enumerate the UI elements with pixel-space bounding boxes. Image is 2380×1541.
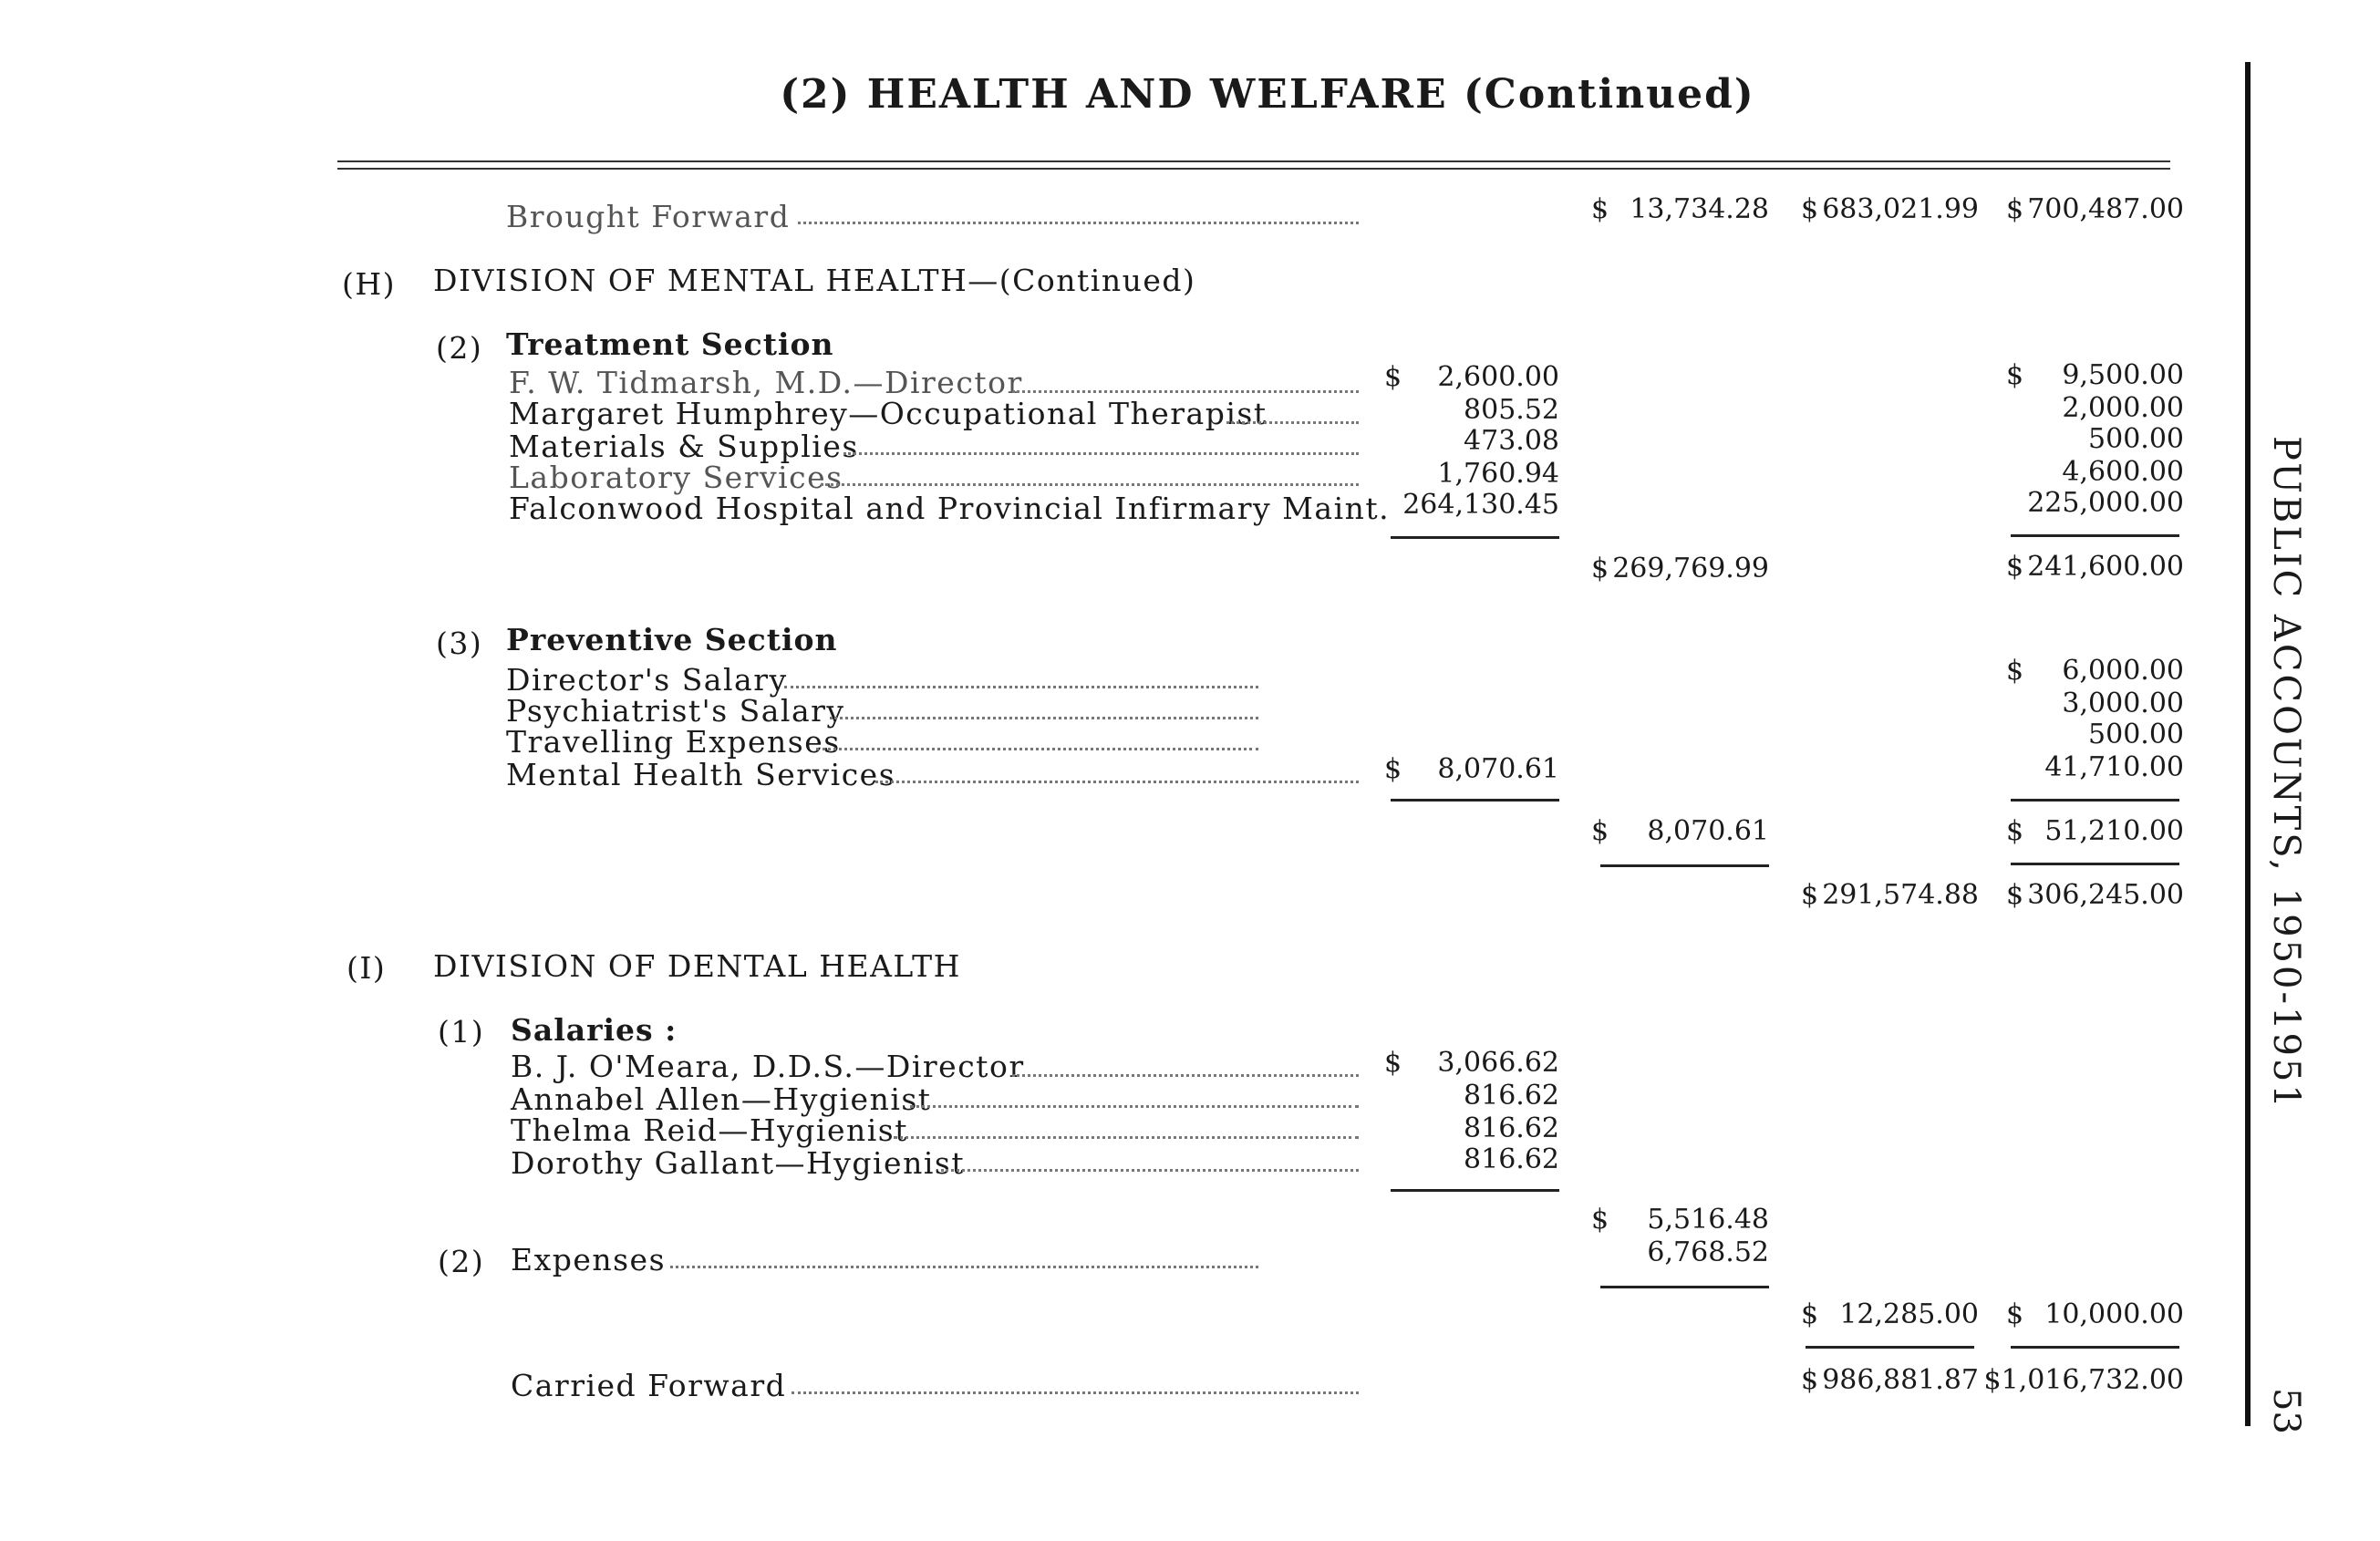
treatment-row-label: Materials & Supplies <box>509 429 859 464</box>
division-h-est-dollar: $ <box>2006 879 2024 911</box>
preventive-row-dollar: $ <box>1384 753 1402 785</box>
leader-dots <box>910 1105 1359 1108</box>
carried-forward-col4-dollar: $ <box>1801 1364 1819 1396</box>
header-rule-bottom <box>337 168 2170 170</box>
salaries-row-label: Annabel Allen—Hygienist <box>511 1081 932 1117</box>
treatment-amount-underline <box>1391 536 1559 539</box>
preventive-row-amount: 8,070.61 <box>1437 753 1559 785</box>
treatment-row-amount: 805.52 <box>1464 394 1559 426</box>
salaries-total: 5,516.48 <box>1647 1204 1769 1236</box>
division-h-total: 291,574.88 <box>1822 879 1979 911</box>
side-header: PUBLIC ACCOUNTS, 1950-1951 <box>2265 436 2307 1111</box>
leader-dots <box>792 1391 1359 1394</box>
treatment-row-label: Falconwood Hospital and Provincial Infirmary Maint. <box>509 491 1391 526</box>
margin-rule <box>2245 62 2251 1426</box>
division-i-est-dollar: $ <box>2006 1298 2024 1330</box>
salaries-row-label: B. J. O'Meara, D.D.S.—Director <box>511 1049 1025 1084</box>
salaries-num: (1) <box>438 1014 485 1050</box>
treatment-row-amount: 473.08 <box>1464 425 1559 457</box>
page-number: 53 <box>2265 1388 2307 1434</box>
treatment-total-dollar: $ <box>1591 553 1609 584</box>
division-h-est: 306,245.00 <box>2027 879 2184 911</box>
leader-dots <box>1012 390 1359 393</box>
division-h-total-dollar: $ <box>1801 879 1819 911</box>
treatment-est-total-dollar: $ <box>2006 551 2024 583</box>
division-i-total: 12,285.00 <box>1839 1298 1979 1330</box>
brought-forward-col5: 700,487.00 <box>2027 193 2184 225</box>
division-i-est: 10,000.00 <box>2044 1298 2184 1330</box>
leader-dots <box>816 748 1258 750</box>
preventive-row-est-dollar: $ <box>2006 655 2024 687</box>
treatment-row-estimate: 4,600.00 <box>2062 456 2184 488</box>
leader-dots <box>670 1266 1258 1268</box>
preventive-num: (3) <box>436 626 483 661</box>
salaries-row-dollar: $ <box>1384 1047 1402 1079</box>
treatment-row-estimate: 225,000.00 <box>2027 487 2184 519</box>
preventive-total-dollar: $ <box>1591 815 1609 847</box>
leader-dots <box>894 1136 1359 1139</box>
treatment-estimate-underline <box>2011 534 2179 537</box>
brought-forward-label: Brought Forward <box>506 199 791 234</box>
carried-forward-col4: 986,881.87 <box>1822 1364 1979 1396</box>
salaries-amount-underline <box>1391 1189 1559 1192</box>
salaries-row-label: Dorothy Gallant—Hygienist <box>511 1145 966 1181</box>
leader-dots <box>784 686 1258 688</box>
preventive-est-total: 51,210.00 <box>2044 815 2184 847</box>
carried-forward-label: Carried Forward <box>511 1368 787 1403</box>
treatment-row-label: F. W. Tidmarsh, M.D.—Director <box>509 365 1023 400</box>
brought-forward-col5-dollar: $ <box>2006 193 2024 225</box>
division-h-letter: (H) <box>342 266 397 302</box>
brought-forward-col4-dollar: $ <box>1801 193 1819 225</box>
preventive-amount-underline <box>1391 799 1559 802</box>
treatment-row-label: Margaret Humphrey—Occupational Therapist <box>509 396 1268 431</box>
division-h-title: DIVISION OF MENTAL HEALTH—(Continued) <box>433 263 1196 298</box>
brought-forward-col4: 683,021.99 <box>1822 193 1979 225</box>
preventive-row-estimate: 500.00 <box>2088 719 2184 750</box>
page-title: (2) HEALTH AND WELFARE (Continued) <box>780 71 1755 118</box>
header-rule-top <box>337 160 2170 162</box>
treatment-heading: Treatment Section <box>506 326 834 362</box>
preventive-row-label: Psychiatrist's Salary <box>506 693 845 729</box>
leader-dots <box>875 781 1359 783</box>
treatment-row-estimate: 500.00 <box>2088 423 2184 455</box>
leader-dots <box>1226 421 1359 424</box>
salaries-row-amount: 3,066.62 <box>1437 1047 1559 1079</box>
treatment-est-total: 241,600.00 <box>2027 551 2184 583</box>
leader-dots <box>798 222 1359 224</box>
treatment-row-estimate: 9,500.00 <box>2062 359 2184 391</box>
treatment-row-estimate: 2,000.00 <box>2062 392 2184 424</box>
preventive-row-estimate: 41,710.00 <box>2044 751 2184 783</box>
salaries-row-amount: 816.62 <box>1464 1080 1559 1112</box>
leader-dots <box>821 483 1359 486</box>
division-i-title: DIVISION OF DENTAL HEALTH <box>433 948 961 984</box>
leader-dots <box>1012 1074 1359 1077</box>
preventive-row-estimate: 6,000.00 <box>2062 655 2184 687</box>
preventive-est-total-dollar: $ <box>2006 815 2024 847</box>
division-i-col3-underline <box>1600 1286 1769 1288</box>
treatment-row-est-dollar: $ <box>2006 359 2024 391</box>
salaries-row-label: Thelma Reid—Hygienist <box>511 1112 908 1148</box>
carried-forward-col5: $1,016,732.00 <box>1983 1364 2184 1396</box>
expenses-amount: 6,768.52 <box>1647 1236 1769 1268</box>
salaries-row-amount: 816.62 <box>1464 1112 1559 1144</box>
division-i-col4-underline <box>1806 1346 1974 1349</box>
treatment-row-dollar: $ <box>1384 361 1402 393</box>
salaries-row-amount: 816.62 <box>1464 1143 1559 1175</box>
preventive-total: 8,070.61 <box>1647 815 1769 847</box>
salaries-total-dollar: $ <box>1591 1204 1609 1236</box>
treatment-row-amount: 264,130.45 <box>1402 489 1559 521</box>
salaries-heading: Salaries : <box>511 1012 678 1048</box>
treatment-total: 269,769.99 <box>1612 553 1769 584</box>
treatment-row-amount: 1,760.94 <box>1437 458 1559 490</box>
treatment-row-amount: 2,600.00 <box>1437 361 1559 393</box>
expenses-label: Expenses <box>511 1242 667 1277</box>
preventive-row-estimate: 3,000.00 <box>2062 688 2184 719</box>
preventive-row-label: Director's Salary <box>506 662 788 698</box>
treatment-row-label: Laboratory Services <box>509 460 843 495</box>
leader-dots <box>843 452 1359 455</box>
preventive-row-label: Travelling Expenses <box>506 724 841 760</box>
division-h-col3-underline <box>1600 864 1769 867</box>
expenses-num: (2) <box>438 1244 485 1279</box>
division-h-col5-underline <box>2011 863 2179 865</box>
brought-forward-col3-dollar: $ <box>1591 193 1609 225</box>
division-i-col5-underline <box>2011 1346 2179 1349</box>
preventive-row-label: Mental Health Services <box>506 757 896 792</box>
leader-dots <box>941 1169 1359 1172</box>
division-i-letter: (I) <box>347 950 387 986</box>
preventive-heading: Preventive Section <box>506 622 838 657</box>
preventive-estimate-underline <box>2011 799 2179 802</box>
leader-dots <box>830 717 1258 719</box>
treatment-num: (2) <box>436 330 483 366</box>
brought-forward-col3: 13,734.28 <box>1630 193 1769 225</box>
division-i-total-dollar: $ <box>1801 1298 1819 1330</box>
